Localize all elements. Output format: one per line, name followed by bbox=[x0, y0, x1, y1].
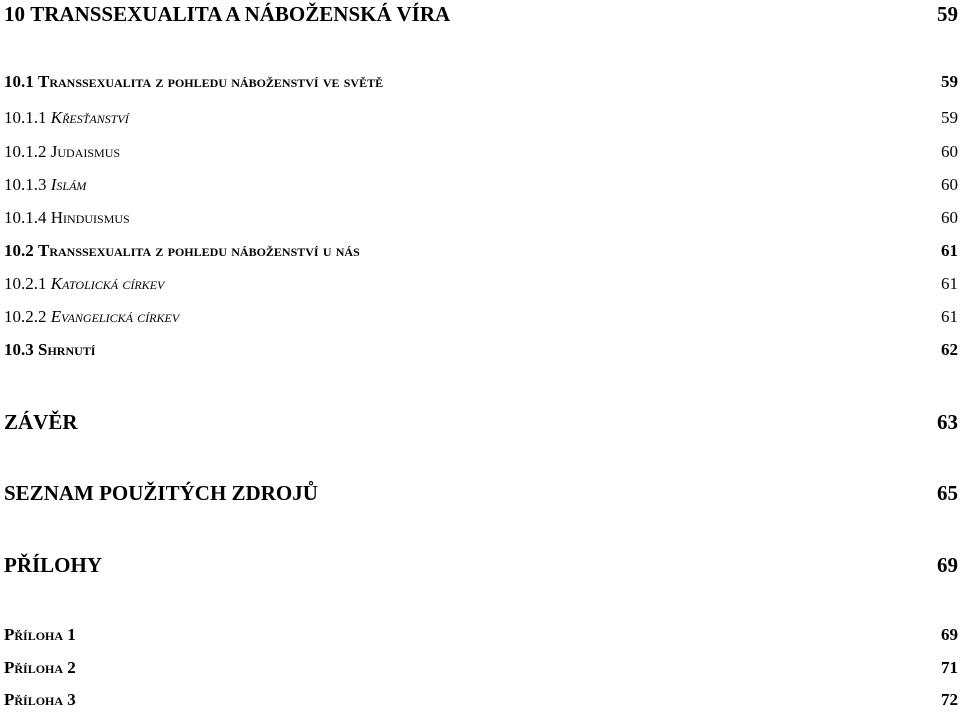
toc-entry-number: 10.1.4 bbox=[4, 208, 47, 227]
toc-entry-number: 10.1 bbox=[4, 72, 34, 91]
toc-entry[interactable] bbox=[4, 307, 958, 333]
toc-entry[interactable] bbox=[4, 553, 958, 581]
toc-entry-page: 60 bbox=[941, 142, 958, 161]
toc-entry-page: 69 bbox=[937, 553, 958, 577]
toc-entry[interactable] bbox=[4, 142, 958, 168]
toc-entry-number: 10 bbox=[4, 2, 25, 26]
toc-entry-page: 65 bbox=[937, 481, 958, 505]
toc-entry-title: Příloha 2 bbox=[4, 658, 76, 677]
toc-entry-title: Shrnutí bbox=[38, 340, 96, 359]
toc-entry-page: 61 bbox=[941, 241, 958, 260]
toc-entry-title: Transsexualita z pohledu náboženství ve světě bbox=[38, 72, 384, 91]
toc-entry-title: Katolická církev bbox=[50, 274, 165, 293]
toc-entry-title: Judaismus bbox=[50, 142, 121, 161]
toc-entry-title: SEZNAM POUŽITÝCH ZDROJŮ bbox=[4, 481, 318, 505]
toc-entry-page: 60 bbox=[941, 208, 958, 227]
toc-entry-number: 10.2.2 bbox=[4, 307, 47, 326]
toc-entry[interactable] bbox=[4, 108, 958, 134]
toc-entry-number: 10.2 bbox=[4, 241, 34, 260]
toc-entry-page: 72 bbox=[941, 690, 958, 709]
toc-entry-page: 63 bbox=[937, 410, 958, 434]
toc-entry-title: Hinduismus bbox=[50, 208, 130, 227]
toc-entry[interactable] bbox=[4, 340, 958, 366]
toc-entry[interactable] bbox=[4, 481, 958, 509]
toc-entry-number: 10.1.1 bbox=[4, 108, 47, 127]
toc-entry-page: 61 bbox=[941, 307, 958, 326]
toc-entry-title: Příloha 1 bbox=[4, 625, 76, 644]
toc-entry-page: 71 bbox=[941, 658, 958, 677]
toc-entry-page: 59 bbox=[941, 72, 958, 91]
toc-entry-page: 61 bbox=[941, 274, 958, 293]
toc-entry[interactable] bbox=[4, 241, 958, 267]
toc-entry-title: Evangelická církev bbox=[50, 307, 180, 326]
toc-entry[interactable] bbox=[4, 175, 958, 201]
toc-entry-title: TRANSSEXUALITA A NÁBOŽENSKÁ VÍRA bbox=[30, 2, 451, 26]
toc-entry-title: PŘÍLOHY bbox=[4, 553, 103, 577]
toc-entry-page: 59 bbox=[937, 2, 958, 26]
toc-entry[interactable] bbox=[4, 625, 958, 651]
toc-entry[interactable] bbox=[4, 72, 958, 98]
toc-entry-number: 10.1.2 bbox=[4, 142, 47, 161]
toc-entry-title: ZÁVĚR bbox=[4, 410, 78, 434]
toc-entry-number: 10.2.1 bbox=[4, 274, 47, 293]
toc-entry-page: 59 bbox=[941, 108, 958, 127]
toc-entry-title: Transsexualita z pohledu náboženství u nás bbox=[38, 241, 360, 260]
toc-entry-title: Křesťanství bbox=[50, 108, 129, 127]
toc-entry-page: 60 bbox=[941, 175, 958, 194]
toc-entry[interactable] bbox=[4, 2, 958, 30]
toc-entry[interactable] bbox=[4, 208, 958, 234]
toc-entry-title: Islám bbox=[50, 175, 87, 194]
toc-entry-number: 10.1.3 bbox=[4, 175, 47, 194]
toc-entry-page: 62 bbox=[941, 340, 958, 359]
toc-entry-number: 10.3 bbox=[4, 340, 34, 359]
toc-entry[interactable] bbox=[4, 690, 958, 716]
toc-entry[interactable] bbox=[4, 410, 958, 438]
toc-entry[interactable] bbox=[4, 274, 958, 300]
toc-entry-title: Příloha 3 bbox=[4, 690, 76, 709]
toc-entry[interactable] bbox=[4, 658, 958, 684]
toc-entry-page: 69 bbox=[941, 625, 958, 644]
